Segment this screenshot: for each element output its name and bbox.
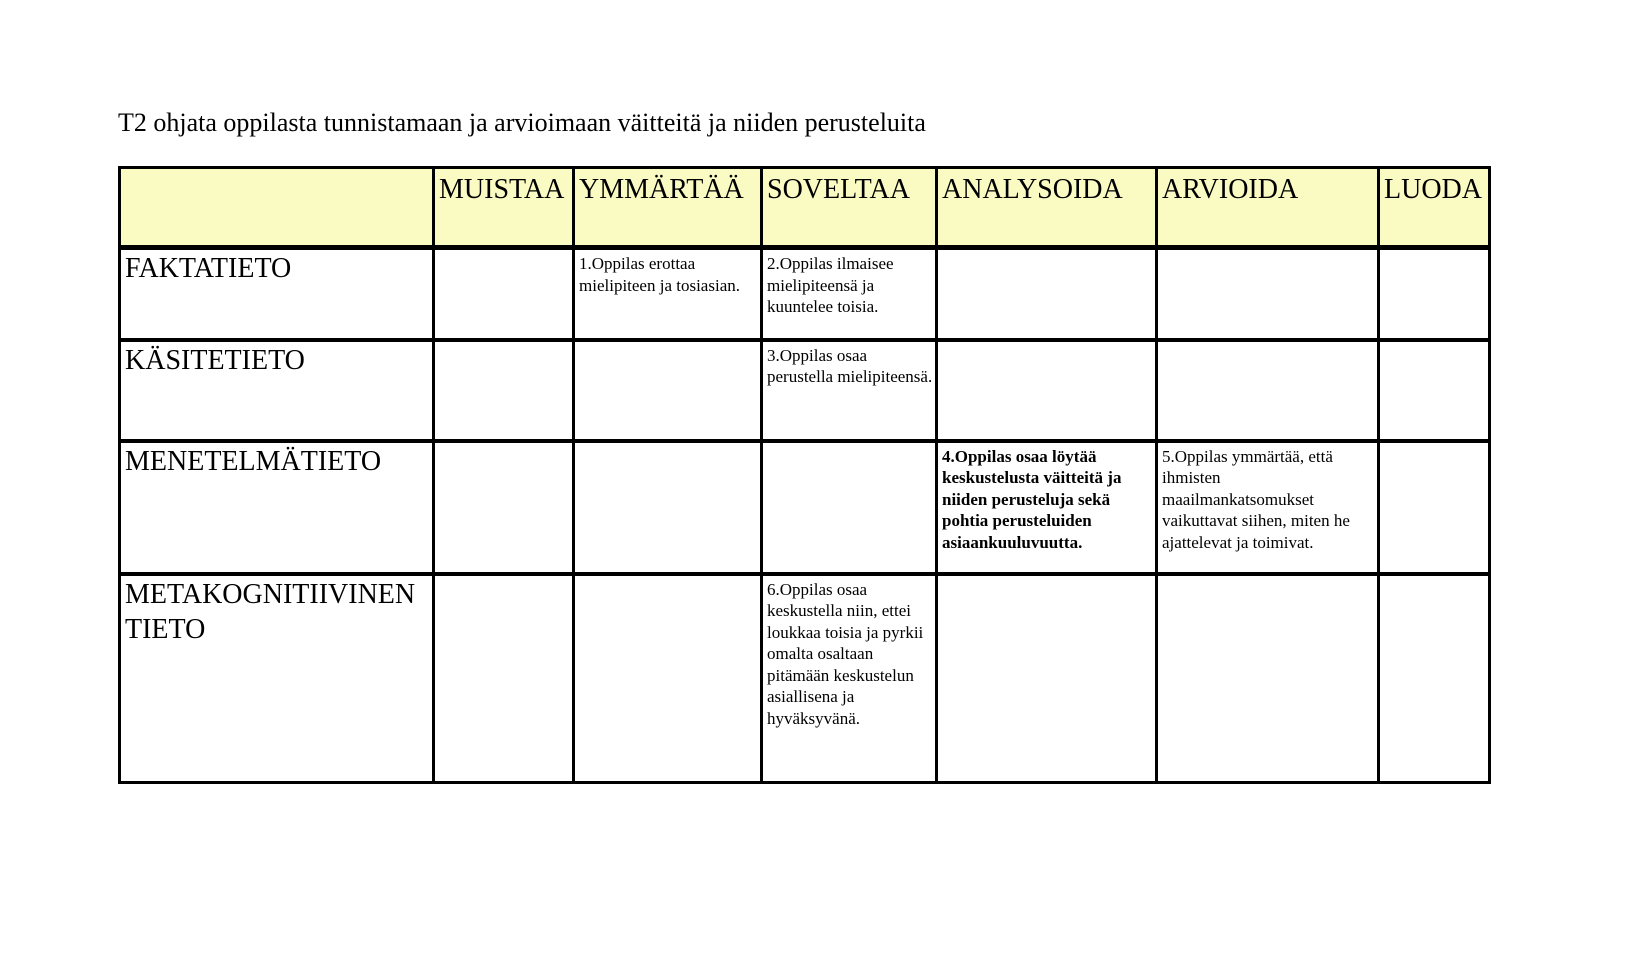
cell-faktatieto-arvioida — [1157, 248, 1379, 340]
row-label-metakognitiivinen-tieto: METAKOGNITIIVINEN TIETO — [120, 574, 434, 783]
row-metakognitiivinen-tieto — [120, 574, 1490, 783]
header-row — [120, 168, 1490, 248]
cell-menetelmatieto-arvioida: 5.Oppilas ymmärtää, että ihmisten maailmankatsomukset vaikuttavat siihen, miten he ajattelevat ja toimivat. — [1157, 441, 1379, 574]
cell-kasitetieto-muistaa — [434, 340, 574, 441]
cell-metakognitiivinen-analysoida — [937, 574, 1157, 783]
header-cell-arvioida: ARVIOIDA — [1157, 168, 1379, 248]
row-menetelmatieto — [120, 441, 1490, 574]
cell-metakognitiivinen-muistaa — [434, 574, 574, 783]
row-faktatieto — [120, 248, 1490, 340]
cell-metakognitiivinen-arvioida — [1157, 574, 1379, 783]
cell-kasitetieto-analysoida — [937, 340, 1157, 441]
cell-kasitetieto-luoda — [1379, 340, 1490, 441]
header-cell-muistaa: MUISTAA — [434, 168, 574, 248]
row-label-menetelmatieto: MENETELMÄTIETO — [120, 441, 434, 574]
objective-title: T2 ohjata oppilasta tunnistamaan ja arvioimaan väitteitä ja niiden perusteluita — [118, 108, 926, 137]
cell-faktatieto-muistaa — [434, 248, 574, 340]
cell-menetelmatieto-ymmartaa — [574, 441, 762, 574]
taxonomy-table — [118, 166, 1491, 784]
cell-menetelmatieto-analysoida: 4.Oppilas osaa löytää keskustelusta väitteitä ja niiden perusteluja sekä pohtia perusteluiden asiaankuuluvuutta. — [937, 441, 1157, 574]
cell-menetelmatieto-luoda — [1379, 441, 1490, 574]
cell-faktatieto-luoda — [1379, 248, 1490, 340]
cell-menetelmatieto-muistaa — [434, 441, 574, 574]
cell-metakognitiivinen-ymmartaa — [574, 574, 762, 783]
cell-faktatieto-analysoida — [937, 248, 1157, 340]
header-cell-analysoida: ANALYSOIDA — [937, 168, 1157, 248]
cell-menetelmatieto-soveltaa — [762, 441, 937, 574]
row-label-faktatieto: FAKTATIETO — [120, 248, 434, 340]
cell-faktatieto-ymmartaa: 1.Oppilas erottaa mielipiteen ja tosiasian. — [574, 248, 762, 340]
cell-metakognitiivinen-soveltaa: 6.Oppilas osaa keskustella niin, ettei loukkaa toisia ja pyrkii omalta osaltaan pitämään keskustelun asiallisena ja hyväksyvänä. — [762, 574, 937, 783]
cell-faktatieto-soveltaa: 2.Oppilas ilmaisee mielipiteensä ja kuuntelee toisia. — [762, 248, 937, 340]
header-cell-soveltaa: SOVELTAA — [762, 168, 937, 248]
cell-kasitetieto-soveltaa: 3.Oppilas osaa perustella mielipiteensä. — [762, 340, 937, 441]
cell-kasitetieto-arvioida — [1157, 340, 1379, 441]
header-cell-luoda: LUODA — [1379, 168, 1490, 248]
header-cell-empty — [120, 168, 434, 248]
cell-kasitetieto-ymmartaa — [574, 340, 762, 441]
row-kasitetieto — [120, 340, 1490, 441]
row-label-kasitetieto: KÄSITETIETO — [120, 340, 434, 441]
header-cell-ymmartaa: YMMÄRTÄÄ — [574, 168, 762, 248]
cell-metakognitiivinen-luoda — [1379, 574, 1490, 783]
